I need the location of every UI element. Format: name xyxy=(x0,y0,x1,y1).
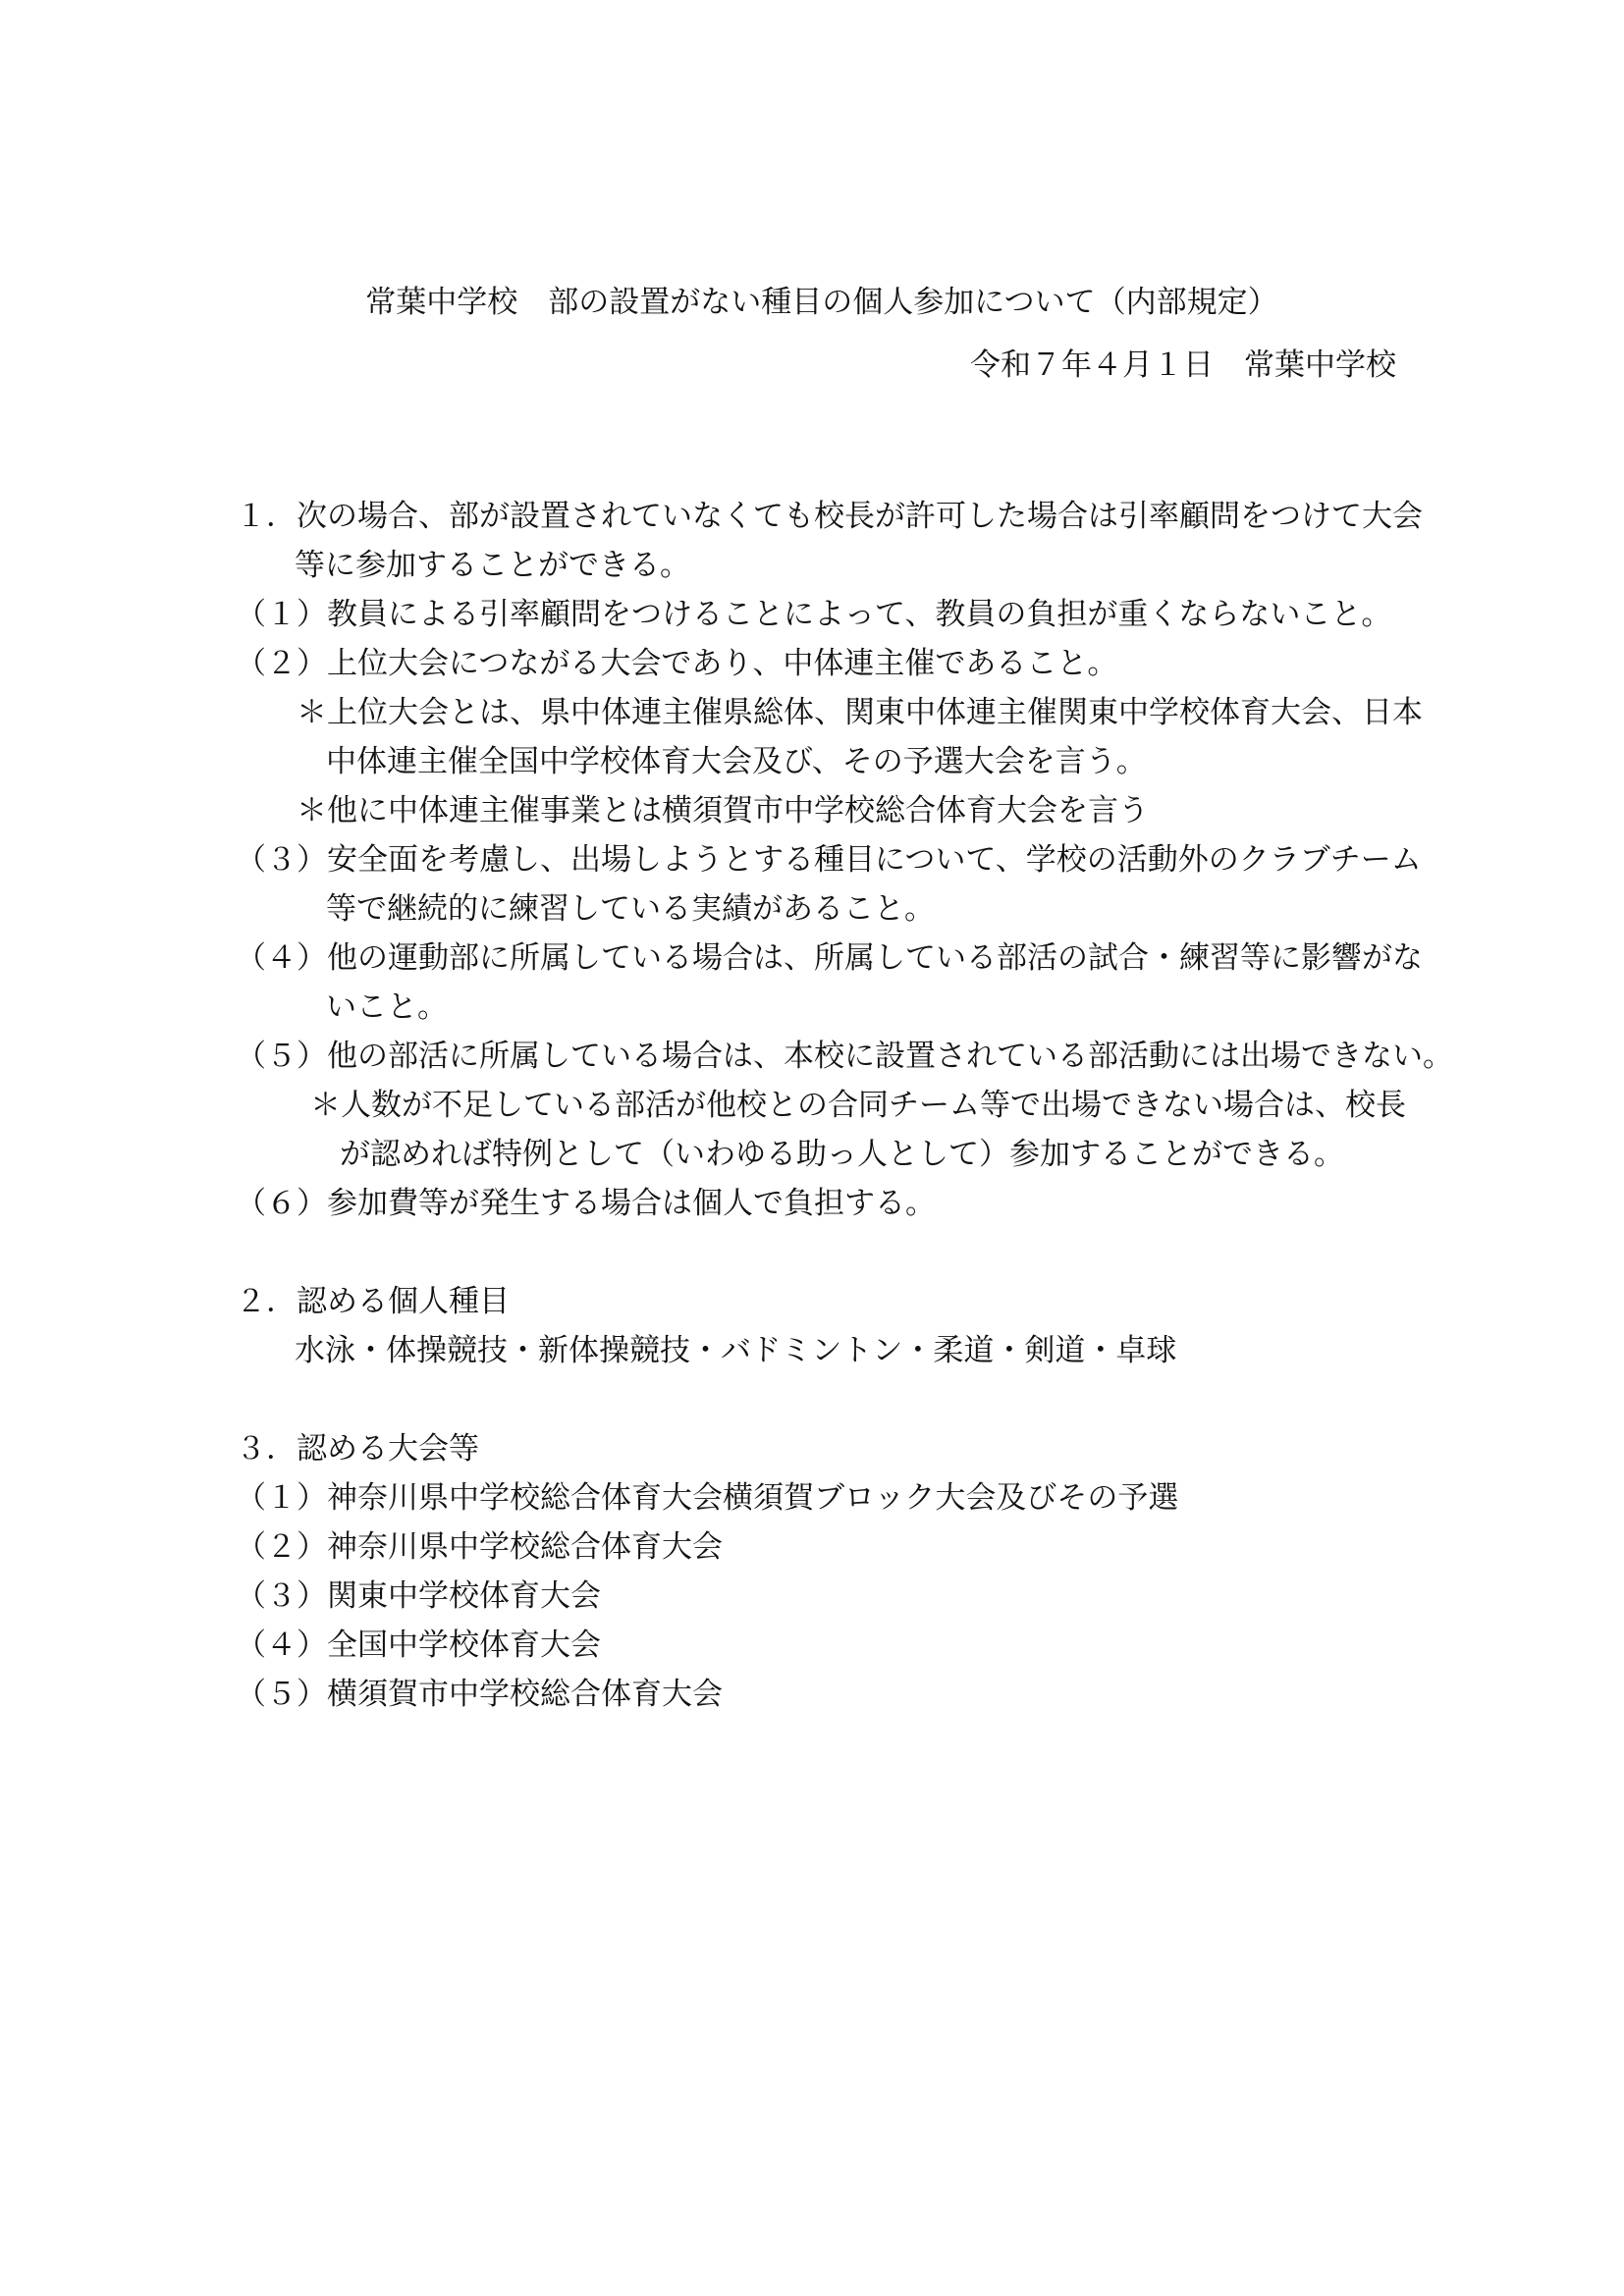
tournament-item-1: （１）神奈川県中学校総合体育大会横須賀ブロック大会及びその予選 xyxy=(236,1480,1179,1516)
rule-item-1: （１）教員による引率顧問をつけることによって、教員の負担が重くならないこと。 xyxy=(236,597,1392,632)
section2-heading: ２．認める個人種目 xyxy=(236,1284,510,1319)
document-title: 常葉中学校 部の設置がない種目の個人参加について（内部規定） xyxy=(365,285,1278,320)
approved-events-list: 水泳・体操競技・新体操競技・バドミントン・柔道・剣道・卓球 xyxy=(295,1333,1177,1368)
rule-item-5-note-cont: が認めれば特例として（いわゆる助っ人として）参加することができる。 xyxy=(340,1137,1344,1172)
rule-item-5-note: ＊人数が不足している部活が他校との合同チーム等で出場できない場合は、校長 xyxy=(310,1088,1406,1123)
rule-item-3: （３）安全面を考慮し、出場しようとする種目について、学校の活動外のクラブチーム xyxy=(236,842,1422,878)
rule-item-2-note-2: ＊他に中体連主催事業とは横須賀市中学校総合体育大会を言う xyxy=(297,793,1149,828)
tournament-item-5: （５）横須賀市中学校総合体育大会 xyxy=(236,1677,723,1712)
rule-item-2-note-1: ＊上位大会とは、県中体連主催県総体、関東中体連主催関東中学校体育大会、日本 xyxy=(297,695,1423,730)
tournament-item-4: （４）全国中学校体育大会 xyxy=(236,1628,601,1663)
rule-item-2-note-1-cont: 中体連主催全国中学校体育大会及び、その予選大会を言う。 xyxy=(326,744,1147,779)
section3-heading: ３．認める大会等 xyxy=(236,1431,479,1467)
rule-item-6: （６）参加費等が発生する場合は個人で負担する。 xyxy=(236,1186,936,1221)
tournament-item-2: （２）神奈川県中学校総合体育大会 xyxy=(236,1529,723,1565)
rule-item-3-cont: 等で継続的に練習している実績があること。 xyxy=(326,891,935,927)
rule-item-2: （２）上位大会につながる大会であり、中体連主催であること。 xyxy=(236,646,1118,681)
issue-date: 令和７年４月１日 常葉中学校 xyxy=(970,347,1396,383)
rule-item-5: （５）他の部活に所属している場合は、本校に設置されている部活動には出場できない。 xyxy=(236,1039,1453,1074)
section1-heading-cont: 等に参加することができる。 xyxy=(295,548,690,583)
section1-heading: １．次の場合、部が設置されていなくても校長が許可した場合は引率顧問をつけて大会 xyxy=(236,499,1423,534)
tournament-item-3: （３）関東中学校体育大会 xyxy=(236,1578,601,1614)
rule-item-4: （４）他の運動部に所属している場合は、所属している部活の試合・練習等に影響がな xyxy=(236,940,1423,976)
rule-item-4-cont: いこと。 xyxy=(326,989,448,1025)
